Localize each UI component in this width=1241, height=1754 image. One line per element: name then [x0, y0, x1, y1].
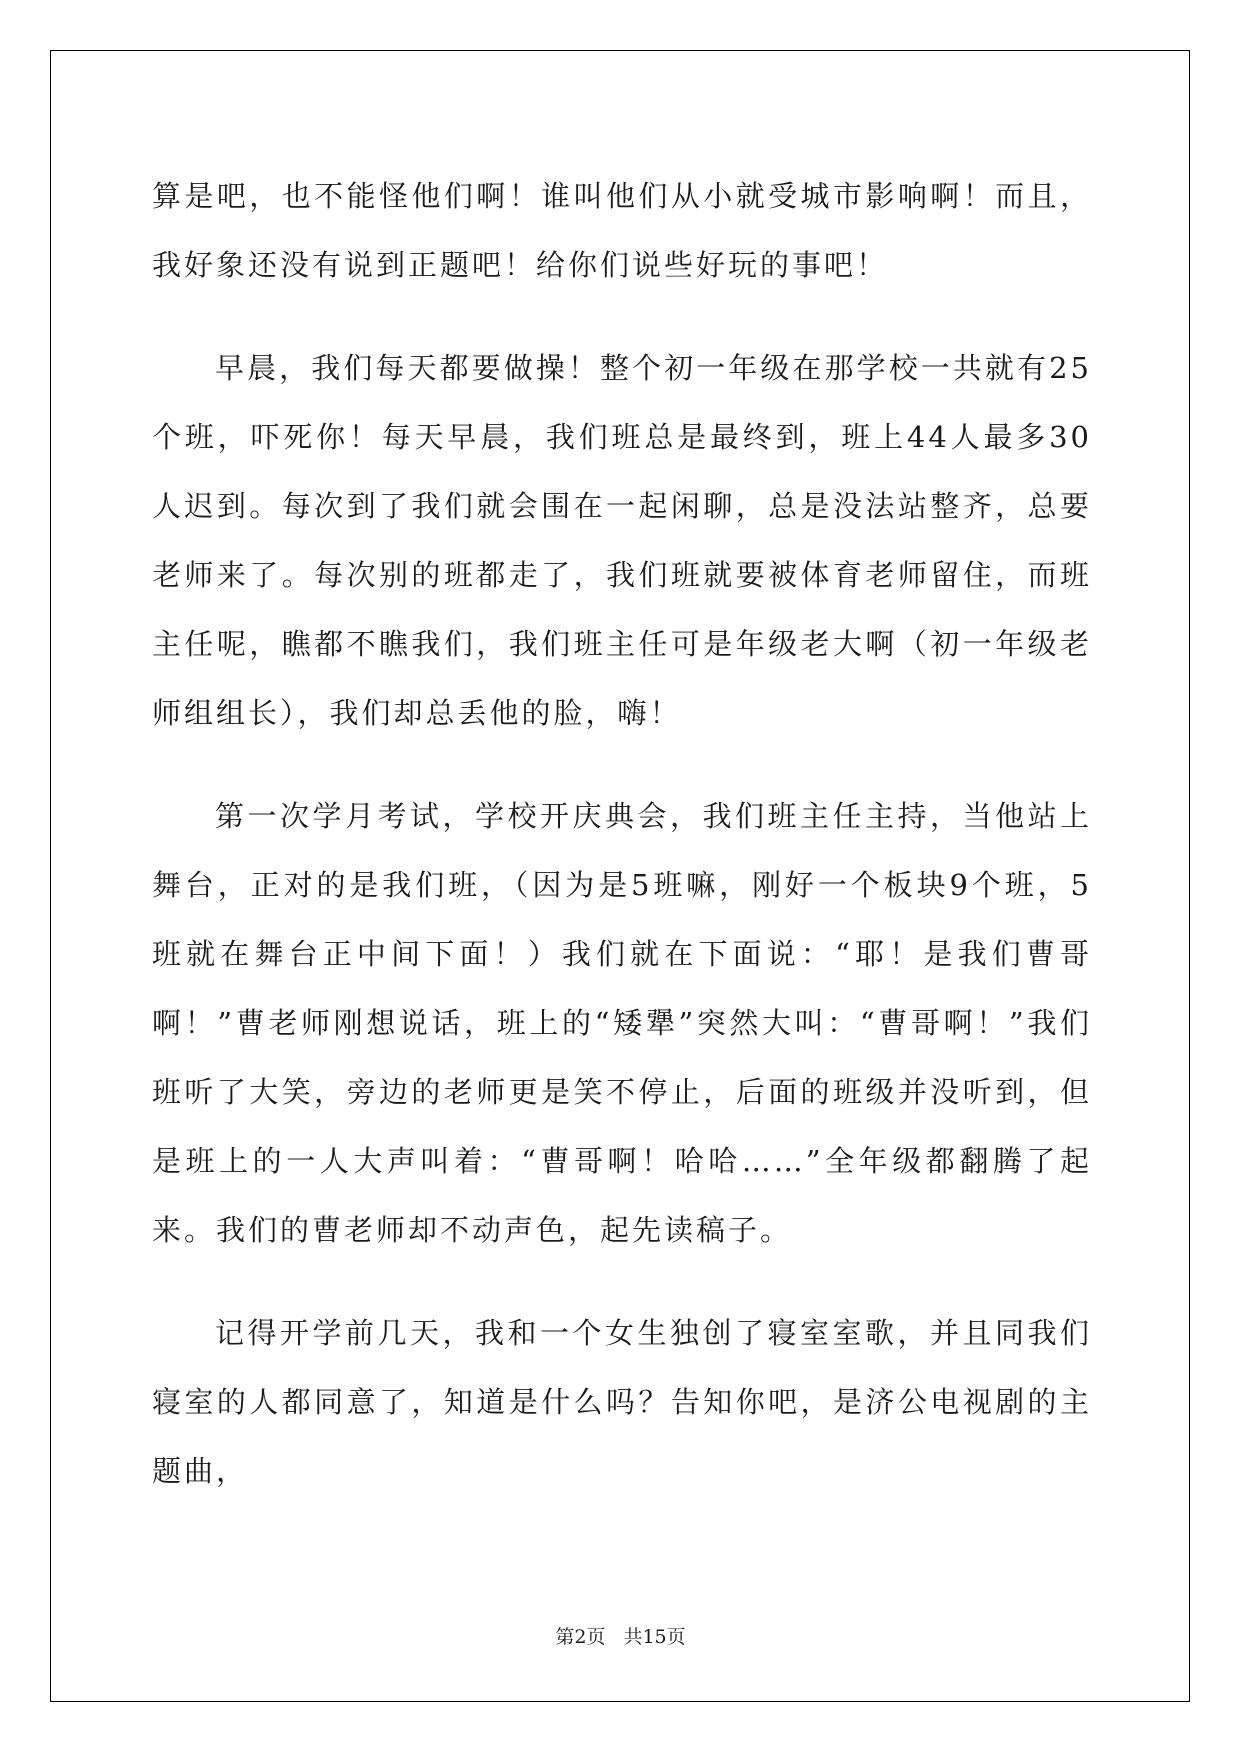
- paragraph: 第一次学月考试，学校开庆典会，我们班主任主持，当他站上舞台，正对的是我们班，（因为是5班嘛，刚好一个板块9个班，5班就在舞台正中间下面！）我们就在下面说：“耶！是我们曹哥啊！”曹老师刚想说话，班上的“矮犟”突然大叫：“曹哥啊！”我们班听了大笑，旁边的老师更是笑不停止，后面的班级并没听到，但是班上的一人大声叫着：“曹哥啊！哈哈……”全年级都翻腾了起来。我们的曹老师却不动声色，起先读稿子。: [152, 799, 1092, 1247]
- page-footer: [0, 1625, 1241, 1649]
- page-total: 共15页: [623, 1626, 686, 1648]
- paragraph: 早晨，我们每天都要做操！整个初一年级在那学校一共就有25个班，吓死你！每天早晨，我们班总是最终到，班上44人最多30人迟到。每次到了我们就会围在一起闲聊，总是没法站整齐，总要老师来了。每次别的班都走了，我们班就要被体育老师留住，而班主任呢，瞧都不瞧我们，我们班主任可是年级老大啊（初一年级老师组组长），我们却总丢他的脸，嗨！: [152, 351, 1092, 730]
- paragraph: 算是吧，也不能怪他们啊！谁叫他们从小就受城市影响啊！而且，我好象还没有说到正题吧！给你们说些好玩的事吧！: [152, 179, 1092, 282]
- document-body: [152, 162, 1092, 1540]
- paragraph: 记得开学前几天，我和一个女生独创了寝室室歌，并且同我们寝室的人都同意了，知道是什么吗？告知你吧，是济公电视剧的主题曲，: [152, 1316, 1092, 1488]
- page-number: 第2页: [555, 1626, 606, 1648]
